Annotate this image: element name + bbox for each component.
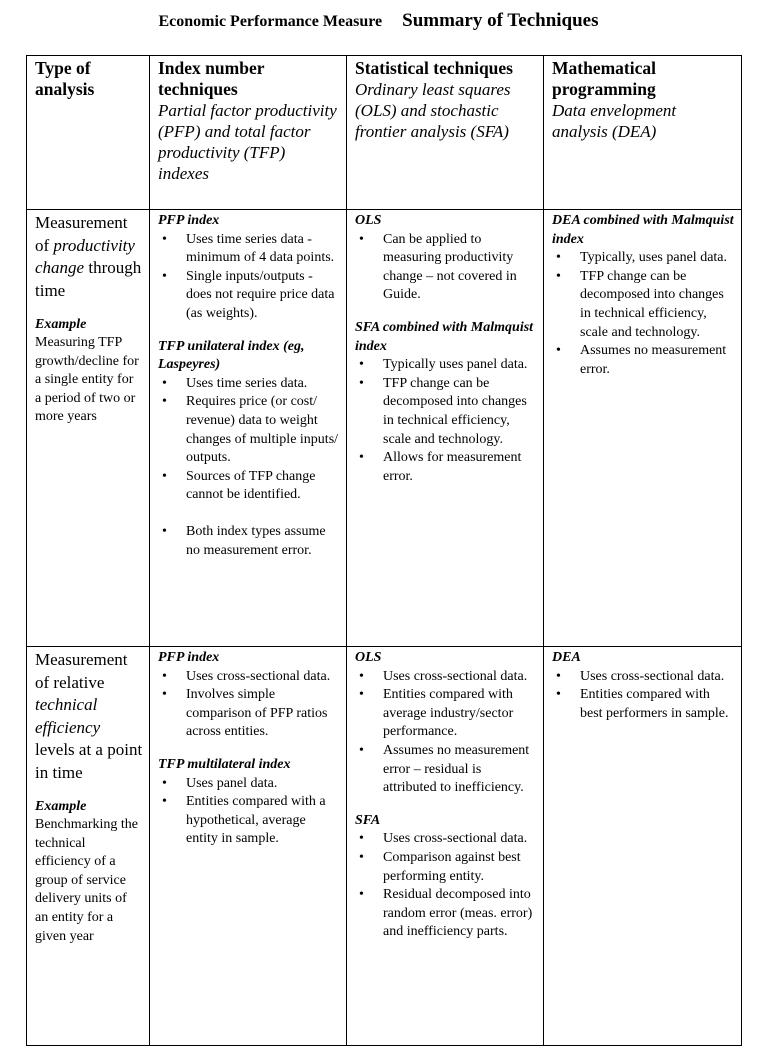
list-item: • TFP change can be decomposed into changes in technical efficiency, scale and technology. (355, 375, 537, 449)
cell-type-2 (27, 647, 150, 1046)
title-left: Economic Performance Measure (158, 13, 383, 30)
list-item: • Assumes no measurement error. (552, 342, 735, 379)
title-right: Summary of Techniques (402, 10, 599, 31)
bullet-list (158, 375, 340, 560)
analysis-type-italic: technical efficiency (35, 695, 101, 737)
analysis-type-pre: Measurement of relative (35, 650, 128, 692)
bullet-list (158, 775, 340, 849)
example-text: Benchmarking the technical efficiency of a group of service delivery units of an entity for a given year (35, 817, 139, 944)
list-item: • Uses time series data - minimum of 4 data points. (158, 231, 340, 268)
list-item: • Residual decomposed into random error (meas. error) and inefficiency parts. (355, 886, 537, 942)
section-heading: TFP multilateral index (158, 756, 291, 772)
header-type-label: Type of analysis (35, 58, 95, 99)
row-technical-efficiency (27, 647, 742, 1046)
list-item: • Allows for measurement error. (355, 449, 537, 486)
example-heading: Example (35, 799, 87, 814)
cell-index-1 (150, 210, 347, 647)
list-item: • Single inputs/outputs - does not require price data (as weights). (158, 268, 340, 324)
list-item: • Entities compared with a hypothetical, average entity in sample. (158, 793, 340, 849)
bullet-list (355, 668, 537, 798)
header-index (150, 56, 347, 210)
list-item: • Requires price (or cost/ revenue) data to weight changes of multiple inputs/ outputs. (158, 393, 340, 467)
bullet-list (355, 231, 537, 305)
header-index-title: Index number techniques (158, 58, 265, 99)
list-item: • Uses cross-sectional data. (552, 668, 735, 687)
analysis-type (35, 649, 143, 784)
analysis-type-post: through time (35, 258, 142, 300)
header-math-subtitle: Data envelopment analysis (DEA) (552, 101, 677, 141)
section-heading: OLS (355, 650, 382, 665)
techniques-table (26, 55, 742, 1046)
header-row (27, 56, 742, 210)
list-item: • Sources of TFP change cannot be identified. (158, 468, 340, 505)
analysis-type-italic: productivity change (35, 235, 135, 277)
section-heading: DEA (552, 650, 581, 665)
section-heading: TFP unilateral index (eg, Laspeyres) (158, 338, 305, 373)
list-item: • Entities compared with average industry/sector performance. (355, 686, 537, 742)
list-item: • Can be applied to measuring productivity change – not covered in Guide. (355, 231, 537, 305)
list-item: • Uses cross-sectional data. (158, 668, 340, 687)
list-item: • Entities compared with best performers in sample. (552, 686, 735, 723)
list-item: • Both index types assume no measurement error. (158, 523, 340, 560)
list-item: • TFP change can be decomposed into changes in technical efficiency, scale and technology. (552, 268, 735, 342)
section-heading: PFP index (158, 650, 220, 665)
example-heading: Example (35, 317, 87, 332)
cell-stat-1 (347, 210, 544, 647)
bullet-list (355, 830, 537, 942)
section-heading: OLS (355, 213, 382, 228)
bullet-list (158, 231, 340, 324)
bullet-list (355, 356, 537, 486)
bullet-list (158, 668, 340, 742)
bullet-list (552, 249, 735, 379)
row-productivity-change (27, 210, 742, 647)
cell-type-1 (27, 210, 150, 647)
analysis-type-pre: Measurement of (35, 213, 128, 255)
analysis-type (35, 212, 143, 302)
list-item: • Assumes no measurement error – residual is attributed to inefficiency. (355, 742, 537, 798)
example-text: Measuring TFP growth/decline for a single entity for a period of two or more years (35, 335, 139, 425)
header-math-title: Mathematical programming (552, 58, 656, 99)
list-item: • Uses panel data. (158, 775, 340, 794)
header-stat-title: Statistical techniques (355, 58, 513, 78)
section-heading: SFA (355, 812, 381, 828)
list-item: • Comparison against best performing entity. (355, 849, 537, 886)
section-heading: SFA combined with Malmquist index (355, 319, 534, 354)
cell-math-2 (544, 647, 742, 1046)
header-type (27, 56, 150, 210)
section-heading: DEA combined with Malmquist index (552, 213, 734, 247)
analysis-type-post: levels at a point in time (35, 740, 143, 782)
section-heading: PFP index (158, 213, 220, 228)
header-index-subtitle: Partial factor productivity (PFP) and total factor productivity (TFP) indexes (158, 101, 337, 183)
list-item: • Uses cross-sectional data. (355, 830, 537, 849)
list-item: • Uses cross-sectional data. (355, 668, 537, 687)
list-item: • Typically, uses panel data. (552, 249, 735, 268)
header-math (544, 56, 742, 210)
cell-math-1 (544, 210, 742, 647)
list-item: • Involves simple comparison of PFP ratios across entities. (158, 686, 340, 742)
header-stat-subtitle: Ordinary least squares (OLS) and stochastic frontier analysis (SFA) (355, 80, 511, 141)
cell-stat-2 (347, 647, 544, 1046)
cell-index-2 (150, 647, 347, 1046)
header-stat (347, 56, 544, 210)
list-item: • Typically uses panel data. (355, 356, 537, 375)
list-item: • Uses time series data. (158, 375, 340, 394)
page-title (0, 10, 757, 32)
bullet-list (552, 668, 735, 724)
